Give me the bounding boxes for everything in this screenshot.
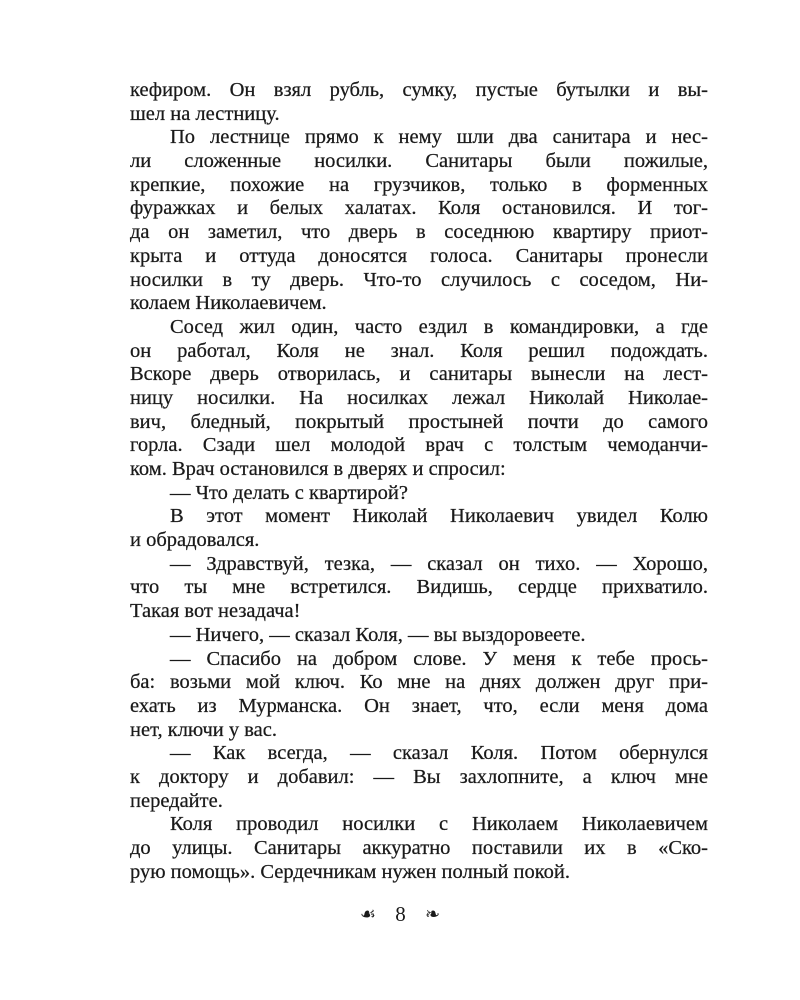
text-line: ба: возьми мой ключ. Ко мне на днях должен друг при- xyxy=(130,671,708,694)
text-line: — Ничего, — сказал Коля, — вы выздоровеете. xyxy=(170,623,586,646)
text-line: ли сложенные носилки. Санитары были пожилые, xyxy=(130,150,708,173)
page-number: 8 xyxy=(395,901,406,926)
text-line: фуражках и белых халатах. Коля остановился. И тог- xyxy=(130,197,708,220)
text-line: Сосед жил один, часто ездил в командировки, а где xyxy=(170,315,708,338)
text-line: ком. Врач остановился в дверях и спросил: xyxy=(130,458,506,480)
text-line: шел на лестницу. xyxy=(130,102,280,125)
text-line: крыта и оттуда доносятся голоса. Санитары пронесли xyxy=(130,244,708,267)
page-body-text xyxy=(130,79,708,884)
text-line: да он заметил, что дверь в соседнюю квартиру приот- xyxy=(130,221,708,244)
ornament-left-icon: ☙ xyxy=(359,903,377,925)
text-line: — Здравствуй, тезка, — сказал он тихо. — Хорошо, xyxy=(170,552,708,575)
text-line: нет, ключи у вас. xyxy=(130,718,277,741)
text-line: передайте. xyxy=(130,789,223,812)
text-line: до улицы. Санитары аккуратно поставили их в «Ско- xyxy=(130,837,708,859)
ornament-right-icon: ❧ xyxy=(425,903,441,925)
text-line: и обрадовался. xyxy=(130,529,260,552)
text-line: В этот момент Николай Николаевич увидел Колю xyxy=(170,505,708,528)
text-line: — Спасибо на добром слове. У меня к тебе прось- xyxy=(170,647,708,670)
text-line: он работал, Коля не знал. Коля решил подождать. xyxy=(130,339,708,362)
text-line: к доктору и добавил: — Вы захлопните, а ключ мне xyxy=(130,765,708,788)
text-line: ехать из Мурманска. Он знает, что, если меня дома xyxy=(130,694,708,717)
text-line: рую помощь». Сердечникам нужен полный покой. xyxy=(130,860,571,883)
text-line: что ты мне встретился. Видишь, сердце прихватило. xyxy=(130,576,708,599)
text-line: Коля проводил носилки с Николаем Николаевичем xyxy=(170,813,708,836)
text-line: колаем Николаевичем. xyxy=(130,292,327,315)
text-line: ницу носилки. На носилках лежал Николай Николае- xyxy=(130,386,708,409)
text-line: По лестнице прямо к нему шли два санитара и нес- xyxy=(170,126,708,149)
text-line: горла. Сзади шел молодой врач с толстым чемоданчи- xyxy=(130,434,708,457)
text-line: носилки в ту дверь. Что-то случилось с соседом, Ни- xyxy=(130,268,708,291)
text-line: вич, бледный, покрытый простыней почти до самого xyxy=(130,410,708,433)
text-line: — Что делать с квартирой? xyxy=(170,481,408,504)
text-line: кефиром. Он взял рубль, сумку, пустые бутылки и вы- xyxy=(130,79,708,101)
text-line: Такая вот незадача! xyxy=(130,600,301,623)
text-line: крепкие, похожие на грузчиков, только в форменных xyxy=(130,173,708,196)
text-line: Вскоре дверь отворилась, и санитары вынесли на лест- xyxy=(130,363,708,386)
page-footer xyxy=(0,900,800,927)
text-line: — Как всегда, — сказал Коля. Потом обернулся xyxy=(170,742,708,765)
